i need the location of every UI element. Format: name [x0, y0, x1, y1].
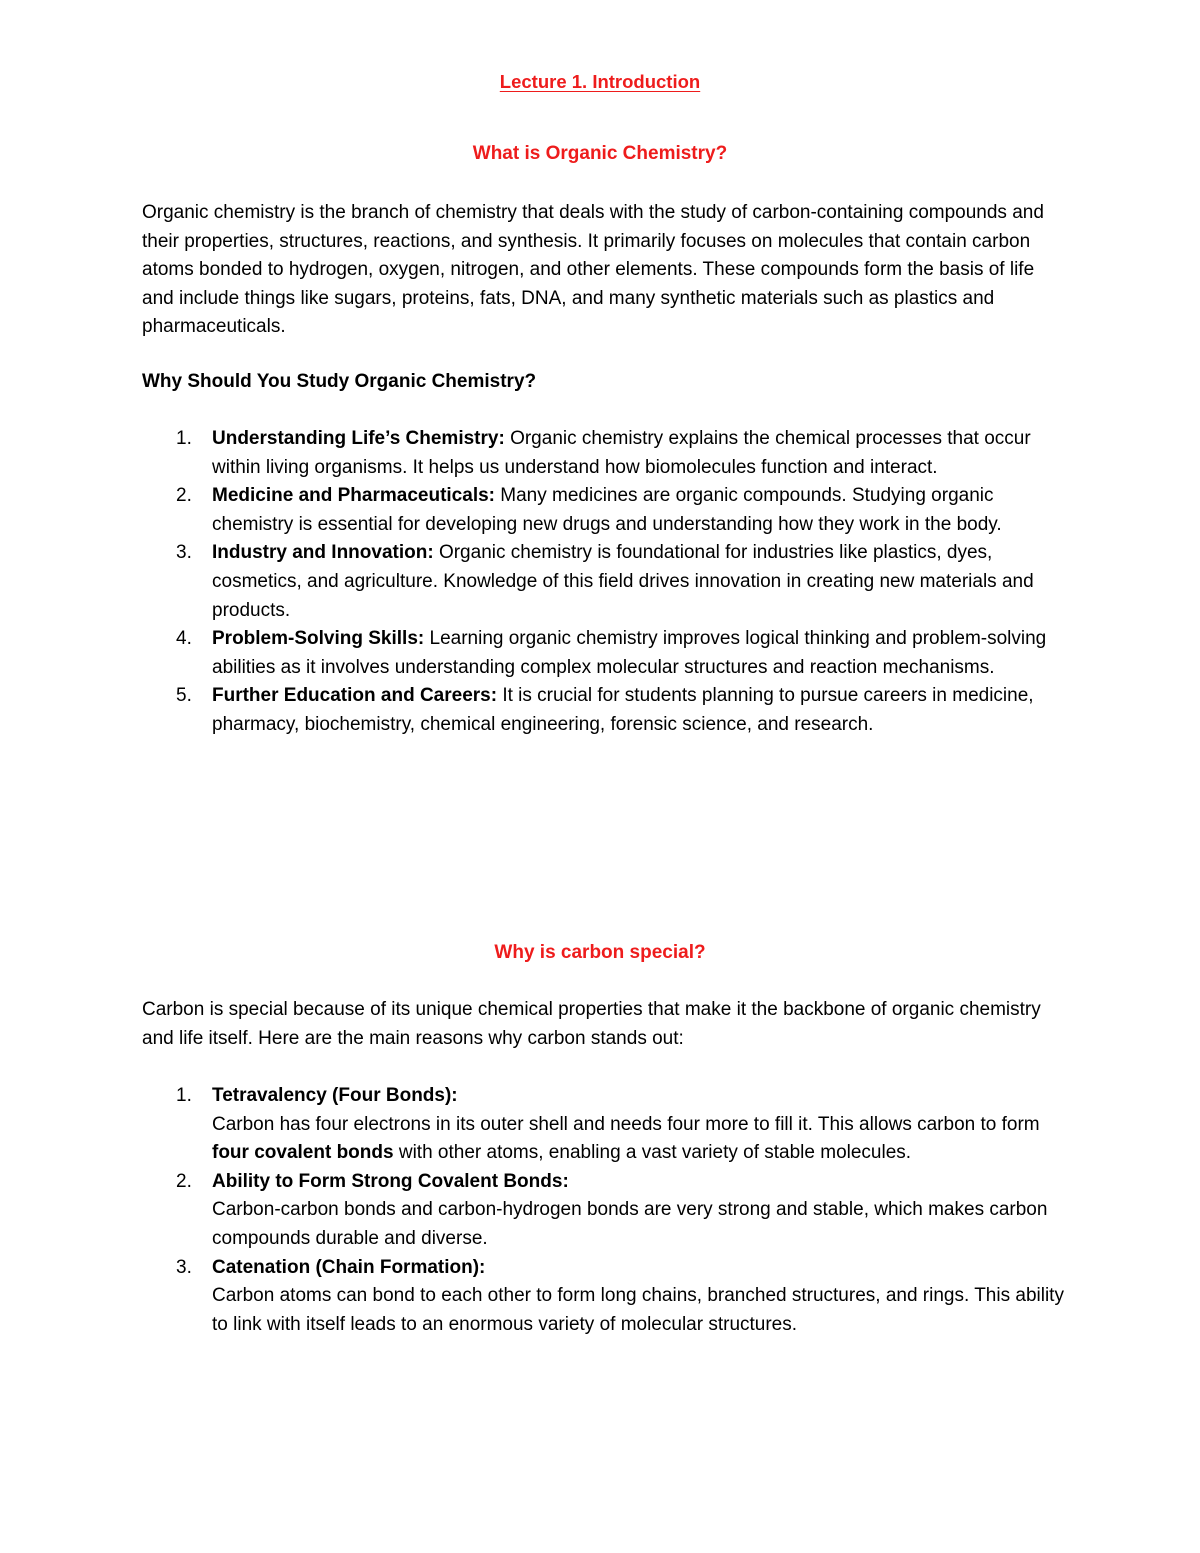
- list-item: [142, 682, 1072, 739]
- list-item-title: Industry and Innovation:: [212, 542, 434, 564]
- list-item-text: Organic chemistry explains the chemical processes that occur within living organisms. It helps us understand how biomolecules function and interact.: [212, 428, 1031, 478]
- list-item-text: Carbon has four electrons in its outer shell and needs four more to fill it. This allows carbon to form: [212, 1113, 1040, 1135]
- list-item: [142, 482, 1072, 539]
- list-item-text: Organic chemistry is foundational for industries like plastics, dyes, cosmetics, and agriculture. Knowledge of this field drives innovation in creating new materials and products.: [212, 542, 1034, 621]
- list-number: 4.: [176, 628, 192, 650]
- list-item: [142, 539, 1072, 625]
- list-item-text: Learning organic chemistry improves logical thinking and problem-solving abilities as it involves understanding complex molecular structures and reaction mechanisms.: [212, 628, 1047, 678]
- list-number: 3.: [176, 1256, 192, 1278]
- list-item: [142, 425, 1072, 482]
- list-item-text: Carbon-carbon bonds and carbon-hydrogen bonds are very strong and stable, which makes carbon compounds durable and diverse.: [212, 1199, 1048, 1249]
- why-study-subheading: Why Should You Study Organic Chemistry?: [142, 371, 537, 392]
- list-item-title: Ability to Form Strong Covalent Bonds:: [212, 1170, 569, 1192]
- list-item-emphasis: four covalent bonds: [212, 1142, 394, 1164]
- list-number: 2.: [176, 1170, 192, 1192]
- list-number: 1.: [176, 1085, 192, 1106]
- list-item-title: Further Education and Careers:: [212, 685, 498, 707]
- list-item-title: Catenation (Chain Formation):: [212, 1256, 486, 1278]
- list-item-title: Tetravalency (Four Bonds):: [212, 1085, 458, 1106]
- list-item: [142, 625, 1072, 682]
- list-item: [142, 1168, 1072, 1254]
- list-number: 1.: [176, 428, 192, 449]
- intro-paragraph: Organic chemistry is the branch of chemistry that deals with the study of carbon-containing compounds and their properties, structures, reactions, and synthesis. It primarily focuses on molecules that contain carbon atoms bonded to hydrogen, oxygen, nitrogen, and other elements. These compounds form the basis of life and include things like sugars, proteins, fats, DNA, and many synthetic materials such as plastics and pharmaceuticals.: [142, 202, 1044, 338]
- list-number: 2.: [176, 485, 192, 507]
- list-item: [142, 1082, 1072, 1168]
- list-number: 5.: [176, 685, 192, 707]
- list-item-text: with other atoms, enabling a vast variety of stable molecules.: [393, 1142, 912, 1164]
- section-heading-why-is-carbon-special: Why is carbon special?: [494, 942, 706, 963]
- why-study-list: [142, 425, 1072, 740]
- list-item-text: Many medicines are organic compounds. Studying organic chemistry is essential for developing new drugs and understanding how they work in the body.: [212, 485, 1002, 535]
- carbon-reasons-list: [142, 1082, 1072, 1339]
- list-item-title: Medicine and Pharmaceuticals:: [212, 485, 495, 507]
- list-item-text: It is crucial for students planning to pursue careers in medicine, pharmacy, biochemistry, chemical engineering, forensic science, and research.: [212, 685, 1034, 735]
- list-item-title: Understanding Life’s Chemistry:: [212, 428, 505, 449]
- carbon-intro-paragraph: Carbon is special because of its unique chemical properties that make it the backbone of organic chemistry and life itself. Here are the main reasons why carbon stands out:: [142, 999, 1041, 1049]
- list-item: [142, 1254, 1072, 1340]
- list-number: 3.: [176, 542, 192, 564]
- list-item-title: Problem-Solving Skills:: [212, 628, 425, 650]
- list-item-text: Carbon atoms can bond to each other to form long chains, branched structures, and rings. This ability to link with itself leads to an enormous variety of molecular structures.: [212, 1285, 1064, 1335]
- lecture-title: Lecture 1. Introduction: [499, 71, 701, 92]
- section-heading-what-is-organic-chemistry: What is Organic Chemistry?: [472, 143, 728, 164]
